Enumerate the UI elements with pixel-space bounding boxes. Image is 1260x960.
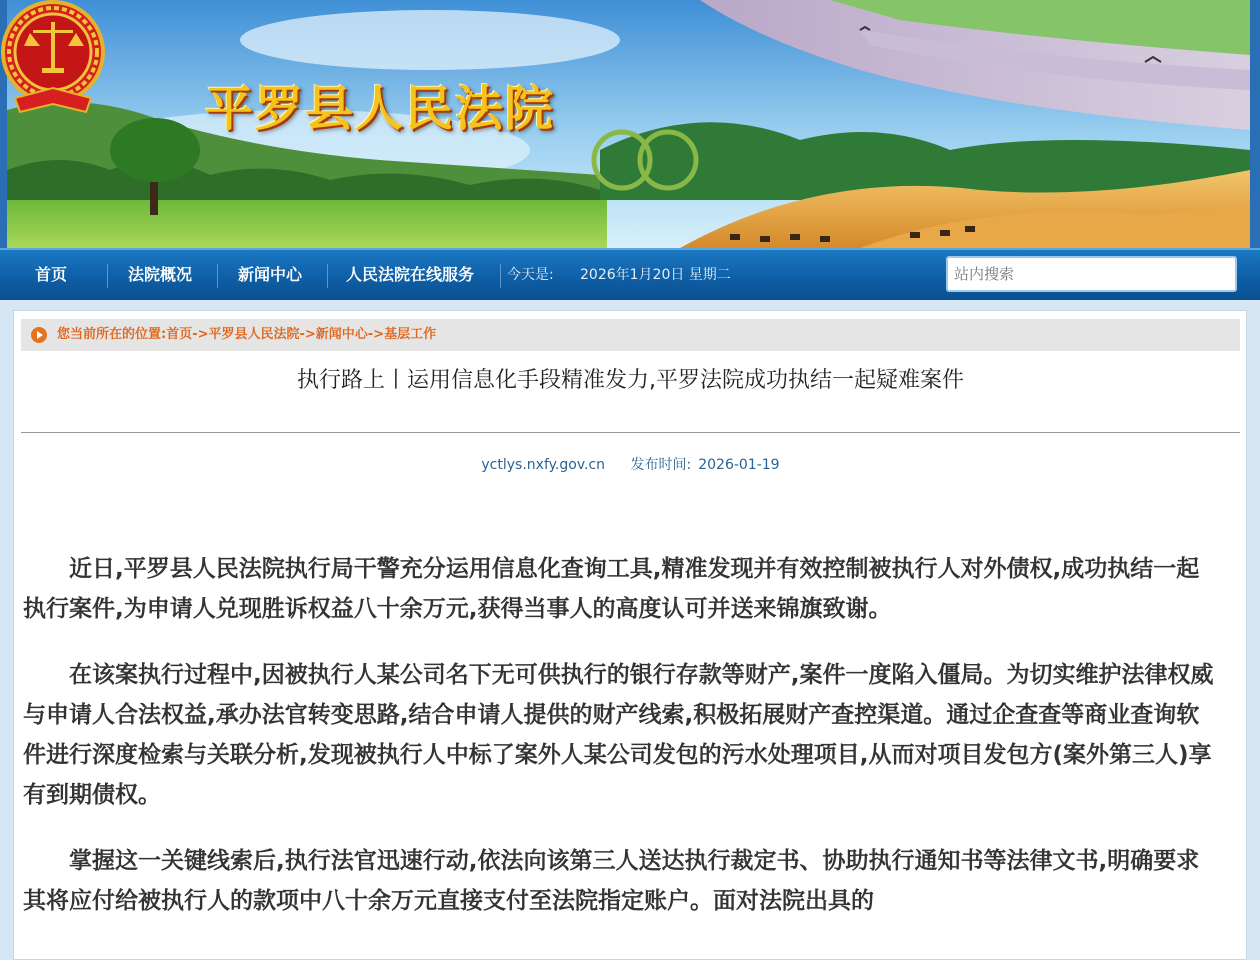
- article-paragraph: 掌握这一关键线索后,执行法官迅速行动,依法向该第三人送达执行裁定书、协助执行通知书等法律文书,明确要求其将应付给被执行人的款项中八十余万元直接支付至法院指定账户。面对法院出具的: [23, 848, 1200, 914]
- nav-item-news-center[interactable]: 新闻中心: [238, 265, 303, 284]
- nav-divider: [107, 264, 108, 288]
- banner-landscape: [0, 0, 1260, 248]
- current-date: 2026年1月20日 星期二: [580, 267, 731, 283]
- nav-divider: [500, 264, 501, 288]
- date-label: 今天是:: [507, 267, 554, 283]
- arrow-circle-icon: [31, 327, 47, 343]
- nav-item-court-overview[interactable]: 法院概况: [128, 265, 193, 284]
- title-divider: [21, 432, 1240, 433]
- article-body: [23, 549, 1219, 947]
- publish-label: 发布时间:: [630, 457, 692, 473]
- publish-date: 2026-01-19: [698, 457, 780, 473]
- nav-item-home[interactable]: 首页: [35, 265, 68, 284]
- article-panel: [13, 310, 1247, 960]
- nav-item-online-service[interactable]: 人民法院在线服务: [346, 265, 475, 284]
- article-meta: [21, 454, 1240, 474]
- breadcrumb: [21, 319, 1240, 351]
- site-search-input[interactable]: [946, 256, 1237, 292]
- article-paragraph: 在该案执行过程中,因被执行人某公司名下无可供执行的银行存款等财产,案件一度陷入僵局。为切实维护法律权威与申请人合法权益,承办法官转变思路,结合申请人提供的财产线索,积极拓展财产查控渠道。通过企查查等商业查询软件进行深度检索与关联分析,发现被执行人中标了案外人某公司发包的污水处理项目,从而对项目发包方(案外第三人)享有到期债权。: [23, 662, 1214, 808]
- breadcrumb-text[interactable]: 您当前所在的位置:首页->平罗县人民法院->新闻中心->基层工作: [57, 327, 437, 342]
- court-emblem-icon: [0, 0, 106, 120]
- article-source: yctlys.nxfy.gov.cn: [481, 457, 606, 473]
- nav-divider: [327, 264, 328, 288]
- site-banner: [0, 0, 1260, 248]
- site-title: 平罗县人民法院: [205, 81, 556, 137]
- article-title: 执行路上丨运用信息化手段精准发力,平罗法院成功执结一起疑难案件: [297, 368, 964, 393]
- nav-divider: [217, 264, 218, 288]
- article-paragraph: 近日,平罗县人民法院执行局干警充分运用信息化查询工具,精准发现并有效控制被执行人对外债权,成功执结一起执行案件,为申请人兑现胜诉权益八十余万元,获得当事人的高度认可并送来锦旗致谢。: [23, 556, 1200, 622]
